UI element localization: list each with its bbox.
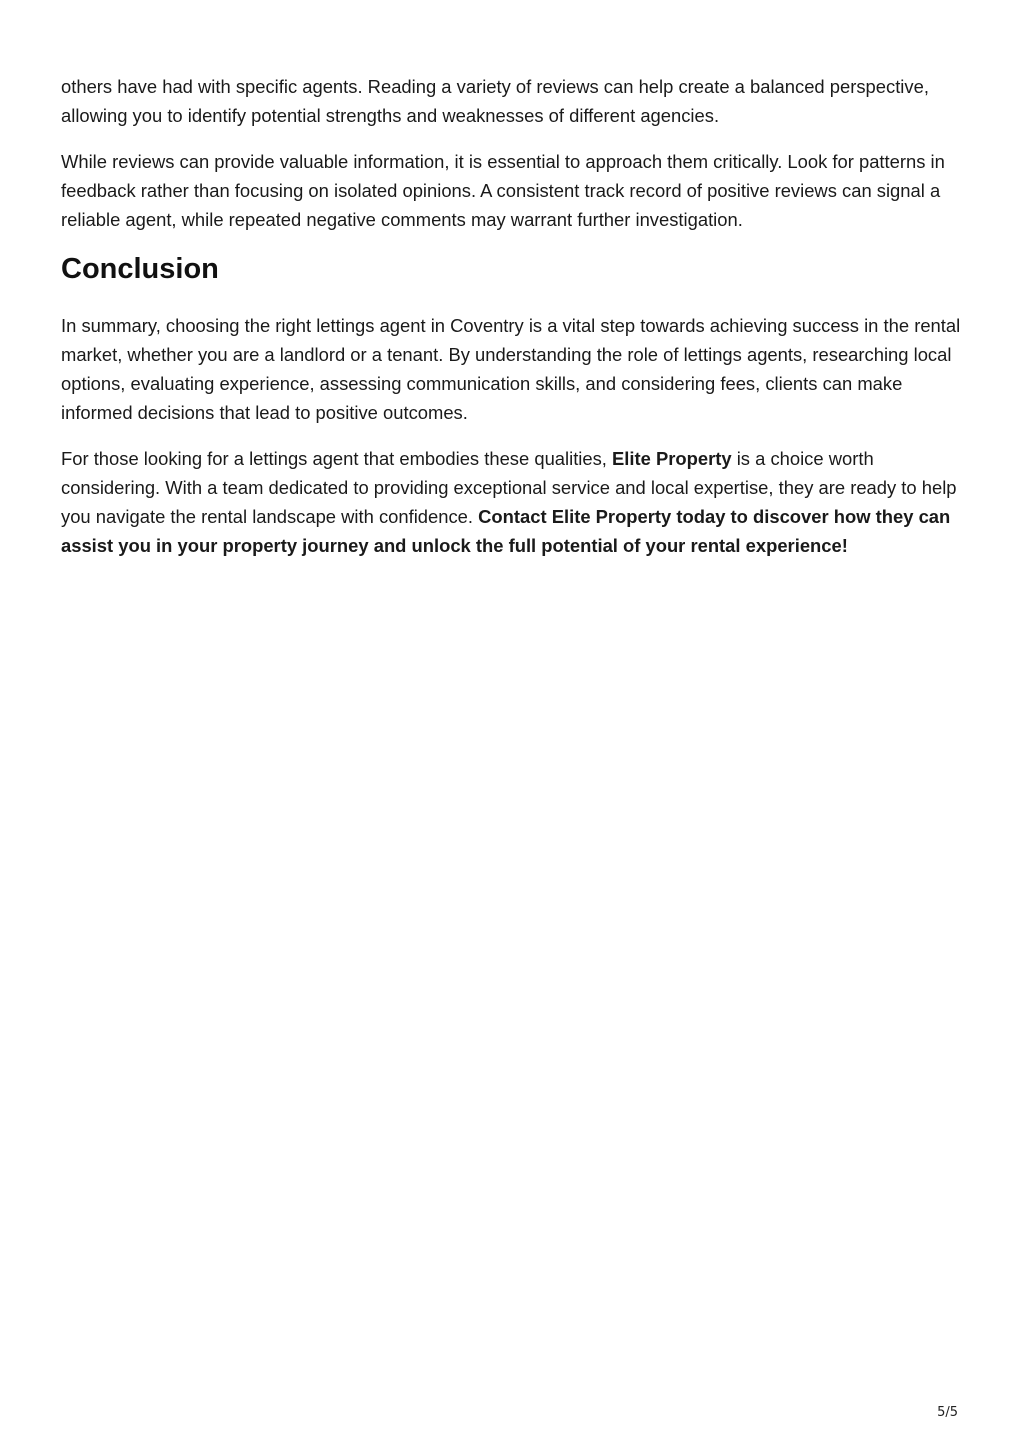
page-number: 5/5 [937,1405,958,1420]
recommendation-text-middle: is a choice worth considering. With a team dedicated to providing exceptional service and local expertise, they are ready to help you navigate the rental landscape with confidence. [61,448,957,527]
call-to-action: Contact Elite Property today to discover how they can assist you in your property journey and unlock the full potential of your rental experience! [61,506,951,556]
brand-name: Elite Property [612,448,732,469]
paragraph-reviews-intro: others have had with specific agents. Reading a variety of reviews can help create a balanced perspective, allowing you to identify potential strengths and weaknesses of different agencies. [61,76,929,126]
paragraph-summary: In summary, choosing the right lettings agent in Coventry is a vital step towards achieving success in the rental market, whether you are a landlord or a tenant. By understanding the role of lettings agents, researching local options, evaluating experience, assessing communication skills, and considering fees, clients can make informed decisions that lead to positive outcomes. [61,315,961,423]
paragraph-reviews-critical: While reviews can provide valuable information, it is essential to approach them critically. Look for patterns in feedback rather than focusing on isolated opinions. A consistent track record of positive reviews can signal a reliable agent, while repeated negative comments may warrant further investigation. [61,151,945,230]
recommendation-text-before: For those looking for a lettings agent that embodies these qualities, [61,448,613,469]
section-heading-conclusion: Conclusion [61,253,219,285]
paragraph-recommendation [61,444,971,560]
document-page [61,72,971,577]
